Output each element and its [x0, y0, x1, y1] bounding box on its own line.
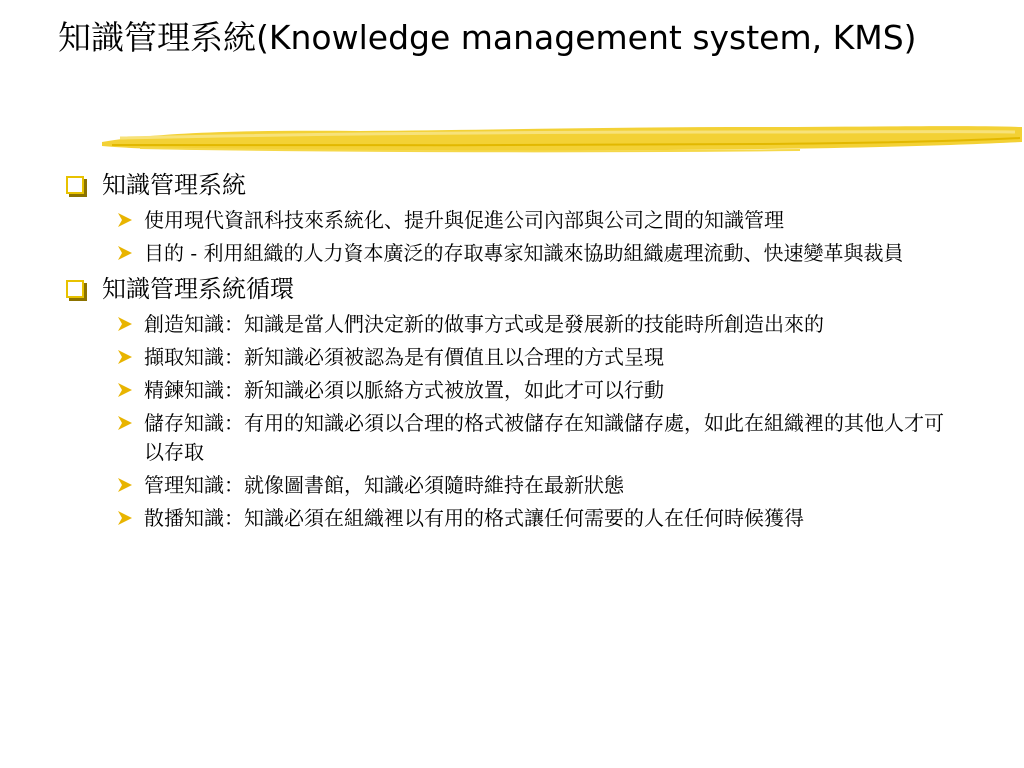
section-heading-kms [62, 168, 962, 202]
list-item [116, 206, 962, 235]
list-item [116, 239, 962, 268]
yellow-brush-stroke [100, 118, 1024, 162]
section-heading-text: 知識管理系統 [102, 171, 246, 199]
slide-content [62, 166, 962, 537]
square-bullet-icon [66, 280, 84, 298]
square-bullet-icon [66, 176, 84, 194]
slide-title-latin: (Knowledge management system, KMS) [256, 18, 917, 57]
list-item [116, 310, 962, 339]
arrow-bullet-icon [116, 509, 134, 527]
arrow-bullet-icon [116, 414, 134, 432]
section-heading-kms-cycle [62, 272, 962, 306]
list-item-text: 精鍊知識：新知識必須以脈絡方式被放置，如此才可以行動 [144, 378, 664, 402]
slide-title-cjk: 知識管理系統 [58, 18, 256, 57]
arrow-bullet-icon [116, 348, 134, 366]
list-item-text: 擷取知識：新知識必須被認為是有價值且以合理的方式呈現 [144, 345, 664, 369]
list-item-text: 目的 - 利用組織的人力資本廣泛的存取專家知識來協助組織處理流動、快速變革與裁員 [144, 241, 904, 265]
list-item-text: 散播知識：知識必須在組織裡以有用的格式讓任何需要的人在任何時候獲得 [144, 506, 804, 530]
list-item-text: 管理知識：就像圖書館，知識必須隨時維持在最新狀態 [144, 473, 624, 497]
list-item-text: 儲存知識：有用的知識必須以合理的格式被儲存在知識儲存處，如此在組織裡的其他人才可以存取 [144, 411, 944, 464]
arrow-bullet-icon [116, 381, 134, 399]
list-item-text: 創造知識：知識是當人們決定新的做事方式或是發展新的技能時所創造出來的 [144, 312, 824, 336]
list-item [116, 504, 962, 533]
arrow-bullet-icon [116, 244, 134, 262]
list-item [116, 471, 962, 500]
list-item [116, 343, 962, 372]
section-heading-text: 知識管理系統循環 [102, 275, 294, 303]
arrow-bullet-icon [116, 315, 134, 333]
arrow-bullet-icon [116, 211, 134, 229]
arrow-bullet-icon [116, 476, 134, 494]
list-item [116, 409, 962, 467]
list-item-text: 使用現代資訊科技來系統化、提升與促進公司內部與公司之間的知識管理 [144, 208, 784, 232]
slide-title [58, 14, 998, 62]
list-item [116, 376, 962, 405]
